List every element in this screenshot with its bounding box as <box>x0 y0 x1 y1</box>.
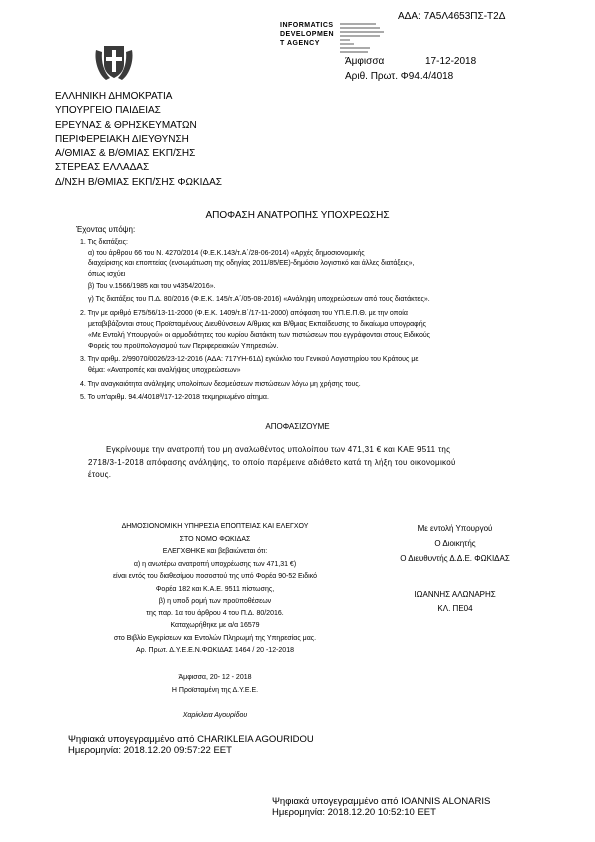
audit-line: β) η υποδ ρομή των προϋποθέσεων <box>158 598 272 605</box>
audit-line: Η Προϊσταμένη της Δ.Υ.Ε.Ε. <box>171 687 259 694</box>
consideration-line: 4. Την αναγκαιότητα ανάληψης υπολοίπων δεσμεύσεων πιστώσεων λόγω μη χρήσης τους. <box>80 381 361 388</box>
audit-line: α) η ανωτέρω ανατροπή υποχρέωσης των 471,31 €) <box>133 561 297 568</box>
consideration-line: 1. Τις διατάξεις: <box>80 239 128 246</box>
header-place: Άμφισσα <box>345 56 385 67</box>
sender-line: ΕΛΛΗΝΙΚΗ ΔΗΜΟΚΡΑΤΙΑ <box>55 91 173 102</box>
emblem <box>92 40 136 84</box>
document-title: ΑΠΟΦΑΣΗ ΑΝΑΤΡΟΠΗΣ ΥΠΟΧΡΕΩΣΗΣ <box>205 210 390 221</box>
director-line: ΚΛ. ΠΕ04 <box>437 604 473 613</box>
agency-logo <box>280 21 334 48</box>
audit-line: είναι εντός του διαθεσίμου ποσοστού της υπό Φορέα 90-52 Ειδικό <box>112 573 318 580</box>
sender-line: ΕΡΕΥΝΑΣ & ΘΡΗΣΚΕΥΜΑΤΩΝ <box>55 119 197 131</box>
audit-line: Καταχωρήθηκε με α/α 16579 <box>170 622 260 629</box>
sender-line: ΠΕΡΙΦΕΡΕΙΑΚΗ ΔΙΕΥΘΥΝΣΗ <box>55 133 189 145</box>
consideration-line: γ) Τις διατάξεις του Π.Δ. 80/2016 (Φ.Ε.Κ. 145/τ.Α΄/05-08-2016) «Ανάληψη υποχρεώσεων από τους διατάκτες». <box>88 296 430 303</box>
decision-line: Εγκρίνουμε την ανατροπή του μη αναλωθέντος υπολοίπου των 471,31 € και ΚΑΕ 9511 της <box>106 445 451 454</box>
agency-logo-line3: T AGENCY <box>280 40 320 47</box>
sender-line: Δ/ΝΣΗ Β/ΘΜΙΑΣ ΕΚΠ/ΣΗΣ ΦΩΚΙΔΑΣ <box>55 176 222 188</box>
director-line: ΙΩΑΝΝΗΣ ΑΛΩΝΑΡΗΣ <box>414 590 496 599</box>
consideration-line: όπως ισχύει <box>88 271 126 278</box>
decision-line: 2718/3-1-2018 απόφασης ανάληψης, το οποίο παρέμεινε αδιάθετο κατά τη λήξη του οικονομικού <box>88 457 456 467</box>
header-protocol: Αριθ. Πρωτ. Φ94.4/4018 <box>345 71 454 82</box>
ada-code: ΑΔΑ: 7Α5Λ4653ΠΣ-Τ2Δ <box>398 11 506 22</box>
decision-line: έτους. <box>88 470 112 479</box>
sender-line: ΥΠΟΥΡΓΕΙΟ ΠΑΙΔΕΙΑΣ <box>55 105 161 117</box>
audit-line: στο Βιβλίο Εγκρίσεων και Εντολών Πληρωμή της Υπηρεσίας μας. <box>113 635 317 642</box>
audit-line: Χαρίκλεια Αγουρίδου <box>182 712 248 719</box>
director-line: Ο Διευθυντής Δ.Δ.Ε. ΦΩΚΙΔΑΣ <box>400 554 510 563</box>
audit-line: Φορέα 182 και Κ.Α.Ε. 9511 πίστωσης, <box>155 586 275 593</box>
consideration-line: θέμα: «Ανατροπές και αναλήψεις υποχρεώσεων» <box>88 367 241 374</box>
signature-1-line1: Ψηφιακά υπογεγραμμένο από CHARIKLEIA AGOURIDOU <box>68 734 314 745</box>
consideration-line: β) Του ν.1566/1985 και του ν4354/2016». <box>88 283 216 290</box>
header-date: 17-12-2018 <box>425 56 477 67</box>
audit-line: Αρ. Πρωτ. Δ.Υ.Ε.Ε.Ν.ΦΩΚΙΔΑΣ 1464 / 20 -12-2018 <box>136 647 294 654</box>
audit-line: ΕΛΕΓΧΘΗΚΕ και βεβαιώνεται ότι: <box>162 548 268 555</box>
decision-paragraph <box>88 444 456 482</box>
sender-line: ΣΤΕΡΕΑΣ ΕΛΛΑΔΑΣ <box>55 162 150 174</box>
agency-logo-line2: DEVELOPMEN <box>280 31 335 38</box>
consideration-line: διαχείρισης και εποπτείας (ενσωμάτωση της οδηγίας 2011/85/ΕΕ)-δημόσιο λογιστικό και άλλες διατάξεις», <box>88 260 415 267</box>
greek-coat-of-arms-icon <box>92 40 136 84</box>
considering-label: Έχοντας υπόψη: <box>76 225 136 234</box>
audit-line: ΔΗΜΟΣΙΟΝΟΜΙΚΗ ΥΠΗΡΕΣΙΑ ΕΠΟΠΤΕΙΑΣ ΚΑΙ ΕΛΕΓΧΟΥ <box>121 523 309 530</box>
director-line: Με εντολή Υπουργού <box>417 524 493 533</box>
director-line: Ο Διοικητής <box>434 539 476 548</box>
consideration-line: 3. Την αριθμ. 2/99070/0026/23-12-2016 (ΑΔΑ: 717ΥΗ-61Δ) εγκύκλιο του Γενικού Λογιστηρίου του Κράτους με <box>80 356 419 363</box>
signature-2-line1: Ψηφιακά υπογεγραμμένο από IOANNIS ALONARIS <box>272 796 491 807</box>
consideration-line: α) του άρθρου 66 του Ν. 4270/2014 (Φ.Ε.Κ.143/τ.Α΄/28-06-2014) «Αρχές δημοσιονομικής <box>88 250 365 257</box>
consideration-line: Φορείς του προϋπολογισμού των Περιφερειακών Υπηρεσιών. <box>88 343 279 350</box>
audit-line: Άμφισσα, 20- 12 - 2018 <box>178 674 252 681</box>
consideration-line: 5. Το υπ'αριθμ. 94.4/4018ª/17-12-2018 τεκμηριωμένο αίτημα. <box>80 394 269 401</box>
agency-logo-line1: INFORMATICS <box>280 22 334 29</box>
signature-1-line2: Ημερομηνία: 2018.12.20 09:57:22 EET <box>68 745 232 756</box>
consideration-line: μεταβιβάζονται στους Προϊσταμένους Διευθύνσεων Α/θμιας και Β/θμιας Εκπαίδευσης το δικαίωμα υπογραφής <box>88 321 426 328</box>
decide-heading: ΑΠΟΦΑΣΙΖΟΥΜΕ <box>265 422 330 431</box>
audit-line: ΣΤΟ ΝΟΜΟ ΦΩΚΙΔΑΣ <box>179 536 251 543</box>
sender-block <box>55 90 222 190</box>
signature-2-line2: Ημερομηνία: 2018.12.20 10:52:10 EET <box>272 807 436 818</box>
sender-line: Α/ΘΜΙΑΣ & Β/ΘΜΙΑΣ ΕΚΠ/ΣΗΣ <box>55 148 196 160</box>
consideration-line: 2. Την με αριθμό Ε75/56/13-11-2000 (Φ.Ε.Κ. 1409/τ.Β΄/17-11-2000) απόφαση του ΥΠ.Ε.Π.Θ. με την οποία <box>80 310 408 317</box>
consideration-line: «Με Εντολή Υπουργού» οι αρμοδιότητες του κυρίου διατάκτη των πιστώσεων που εγγράφονται στους Ειδικούς <box>88 332 431 339</box>
audit-line: της παρ. 1α του άρθρου 4 του Π.Δ. 80/2016. <box>146 610 284 617</box>
